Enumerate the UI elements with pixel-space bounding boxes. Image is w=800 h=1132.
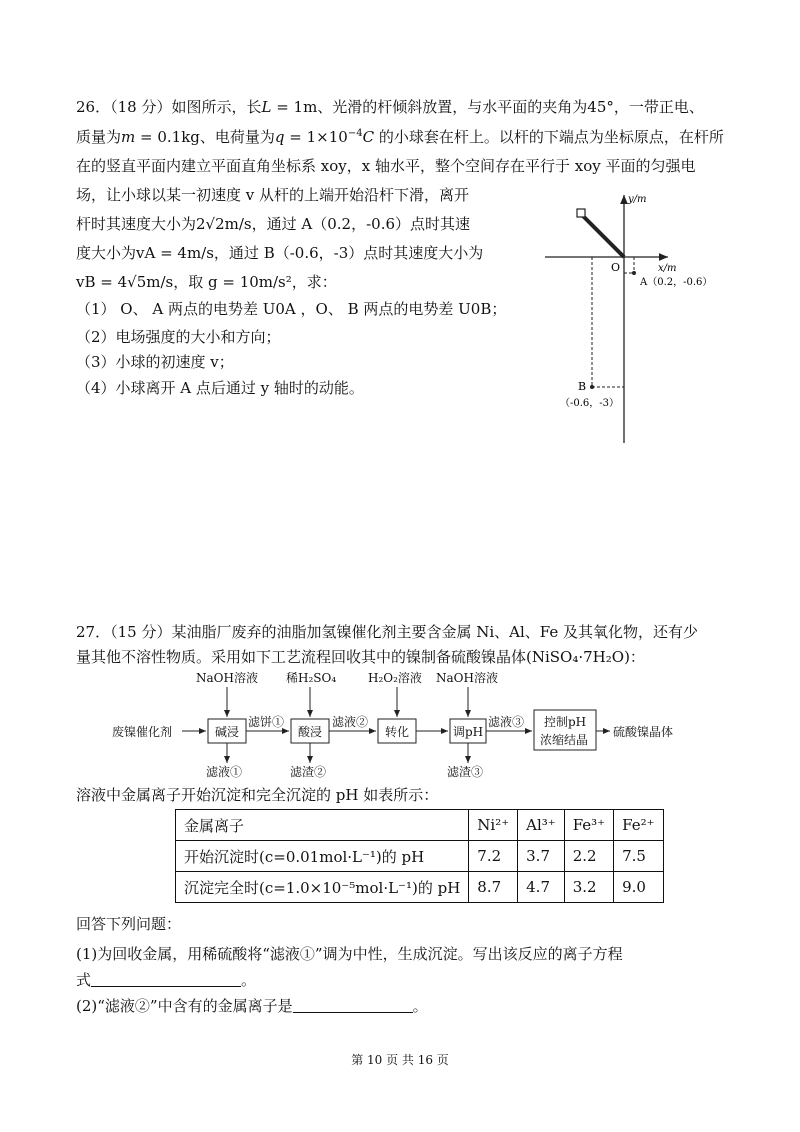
flow-label-filtrate-3: 滤液③: [488, 715, 525, 729]
q26-text: 26．（18 分）如图所示，长: [76, 98, 262, 116]
point-a-label: A（0.2，-0.6）: [640, 277, 713, 288]
flow-label-filter-cake: 滤饼①: [248, 715, 285, 729]
table-cell: 8.7: [469, 872, 518, 903]
q27-part-1: (1)为回收金属，用稀硫酸将“滤液①”调为中性，生成沉淀。写出该反应的离子方程: [76, 945, 623, 963]
answer-intro: 回答下列问题：: [76, 915, 182, 933]
q26-sub-4: （4）小球离开 A 点后通过 y 轴时的动能。: [76, 379, 364, 397]
q26-eq-charge: = 1×10: [284, 128, 348, 146]
q26-eq-mass: = 0.1kg: [135, 128, 200, 146]
table-cell: 7.5: [614, 841, 663, 872]
q27-after-flow: 溶液中金属离子开始沉淀和完全沉淀的 pH 如表所示：: [76, 786, 439, 804]
q26-line-2: [76, 127, 724, 147]
origin-label: O: [611, 261, 621, 274]
q26-line-5: 杆时其速度大小为2√2m/s，通过 A（0.2，-0.6）点时其速: [76, 215, 471, 233]
unit-C: C: [362, 128, 375, 146]
box-5-label-1: 控制pH: [544, 715, 587, 729]
flow-start: 废镍催化剂: [112, 725, 173, 739]
table-cell: 沉淀完全时(c=1.0×10⁻⁵mol·L⁻¹)的 pH: [176, 872, 469, 903]
table-cell: 金属离子: [176, 810, 469, 841]
output-residue-3: 滤渣③: [447, 765, 484, 779]
q27-line-1: 27．（15 分）某油脂厂废弃的油脂加氢镍催化剂主要含金属 Ni、Al、Fe 及其氧化物，还有少: [76, 623, 698, 641]
table-cell: Ni²⁺: [469, 810, 518, 841]
q26-sub-1: （1） O、 A 两点的电势差 U0A ，O、 B 两点的电势差 U0B；: [76, 300, 507, 318]
q26-text: 、电荷量为: [199, 128, 275, 146]
box-5-label-2: 浓缩结晶: [540, 733, 589, 747]
box-3-label: 转化: [385, 725, 410, 739]
reagent-h2o2: H₂O₂溶液: [368, 671, 422, 685]
point-b-coord: （-0.6，-3）: [560, 398, 620, 409]
table-cell: 2.2: [564, 841, 613, 872]
answer-blank-2[interactable]: [293, 998, 413, 1013]
var-q: q: [274, 128, 285, 146]
output-residue-2: 滤渣②: [290, 765, 327, 779]
q27-part-2: [76, 996, 428, 1016]
box-1-label: 碱浸: [215, 725, 240, 739]
table-row: [176, 872, 664, 903]
q26-text: 质量为: [76, 128, 122, 146]
var-L: L: [261, 98, 272, 116]
x-axis-label: x/m: [658, 263, 677, 274]
q26-sub-3: （3）小球的初速度 v；: [76, 353, 234, 371]
q27-text: 式: [76, 971, 92, 989]
q26-line-1: [76, 97, 704, 117]
ball: [577, 209, 585, 217]
table-cell: 3.2: [564, 872, 613, 903]
q27-text: 。: [412, 997, 428, 1015]
q26-line-4: 场，让小球以某一初速度 v 从杆的上端开始沿杆下滑，离开: [76, 186, 470, 204]
reagent-h2so4: 稀H₂SO₄: [286, 671, 337, 685]
table-cell: 7.2: [469, 841, 518, 872]
flow-label-filtrate-2: 滤液②: [332, 715, 369, 729]
point-b: [590, 385, 594, 389]
q27-text: (2)“滤液②”中含有的金属离子是: [76, 997, 293, 1015]
q27-text: 。: [241, 971, 257, 989]
point-a: [632, 271, 636, 275]
rod: [581, 214, 624, 257]
q26-line-7: vB = 4√5m/s，取 g = 10m/s²，求：: [76, 273, 337, 291]
q26-sub-2: （2）电场强度的大小和方向；: [76, 328, 281, 346]
exponent: −4: [347, 128, 363, 139]
answer-blank-1[interactable]: [91, 972, 241, 987]
table-cell: 9.0: [614, 872, 663, 903]
var-m: m: [121, 128, 136, 146]
process-flowchart: [110, 668, 710, 780]
table-cell: Fe³⁺: [564, 810, 613, 841]
point-b-label: B: [578, 380, 587, 393]
reagent-naoh-2: NaOH溶液: [436, 671, 498, 685]
table-cell: 4.7: [518, 872, 565, 903]
table-cell: Fe²⁺: [614, 810, 663, 841]
table-cell: Al³⁺: [518, 810, 565, 841]
reagent-naoh-1: NaOH溶液: [196, 671, 258, 685]
q27-part-1-cont: [76, 970, 256, 990]
q26-text: 的小球套在杆上。以杆的下端点为坐标原点，在杆所: [374, 128, 724, 146]
table-row: [176, 841, 664, 872]
table-header-row: [176, 810, 664, 841]
y-axis-label: y/m: [628, 194, 647, 205]
table-cell: 开始沉淀时(c=0.01mol·L⁻¹)的 pH: [176, 841, 469, 872]
box-2-label: 酸浸: [298, 725, 323, 739]
coordinate-graph: [540, 185, 720, 450]
ph-table: [175, 809, 664, 903]
q26-text: 、光滑的杆倾斜放置，与水平面的夹角为45°，一带正电、: [317, 98, 704, 116]
flow-product: 硫酸镍晶体: [613, 725, 674, 739]
page-footer: 第 10 页 共 16 页: [351, 1053, 449, 1067]
q26-line-3: 在的竖直平面内建立平面直角坐标系 xoy，x 轴水平，整个空间存在平行于 xoy 平面的匀强电: [76, 157, 696, 175]
output-filtrate-1: 滤液①: [206, 765, 243, 779]
q26-line-6: 度大小为vA = 4m/s，通过 B（-0.6，-3）点时其速度大小为: [76, 244, 484, 262]
table-cell: 3.7: [518, 841, 565, 872]
q26-eq-length: = 1m: [271, 98, 318, 116]
box-4-label: 调pH: [453, 725, 484, 739]
q27-line-2: 量其他不溶性物质。采用如下工艺流程回收其中的镍制备硫酸镍晶体(NiSO₄·7H₂O)：: [76, 648, 645, 666]
